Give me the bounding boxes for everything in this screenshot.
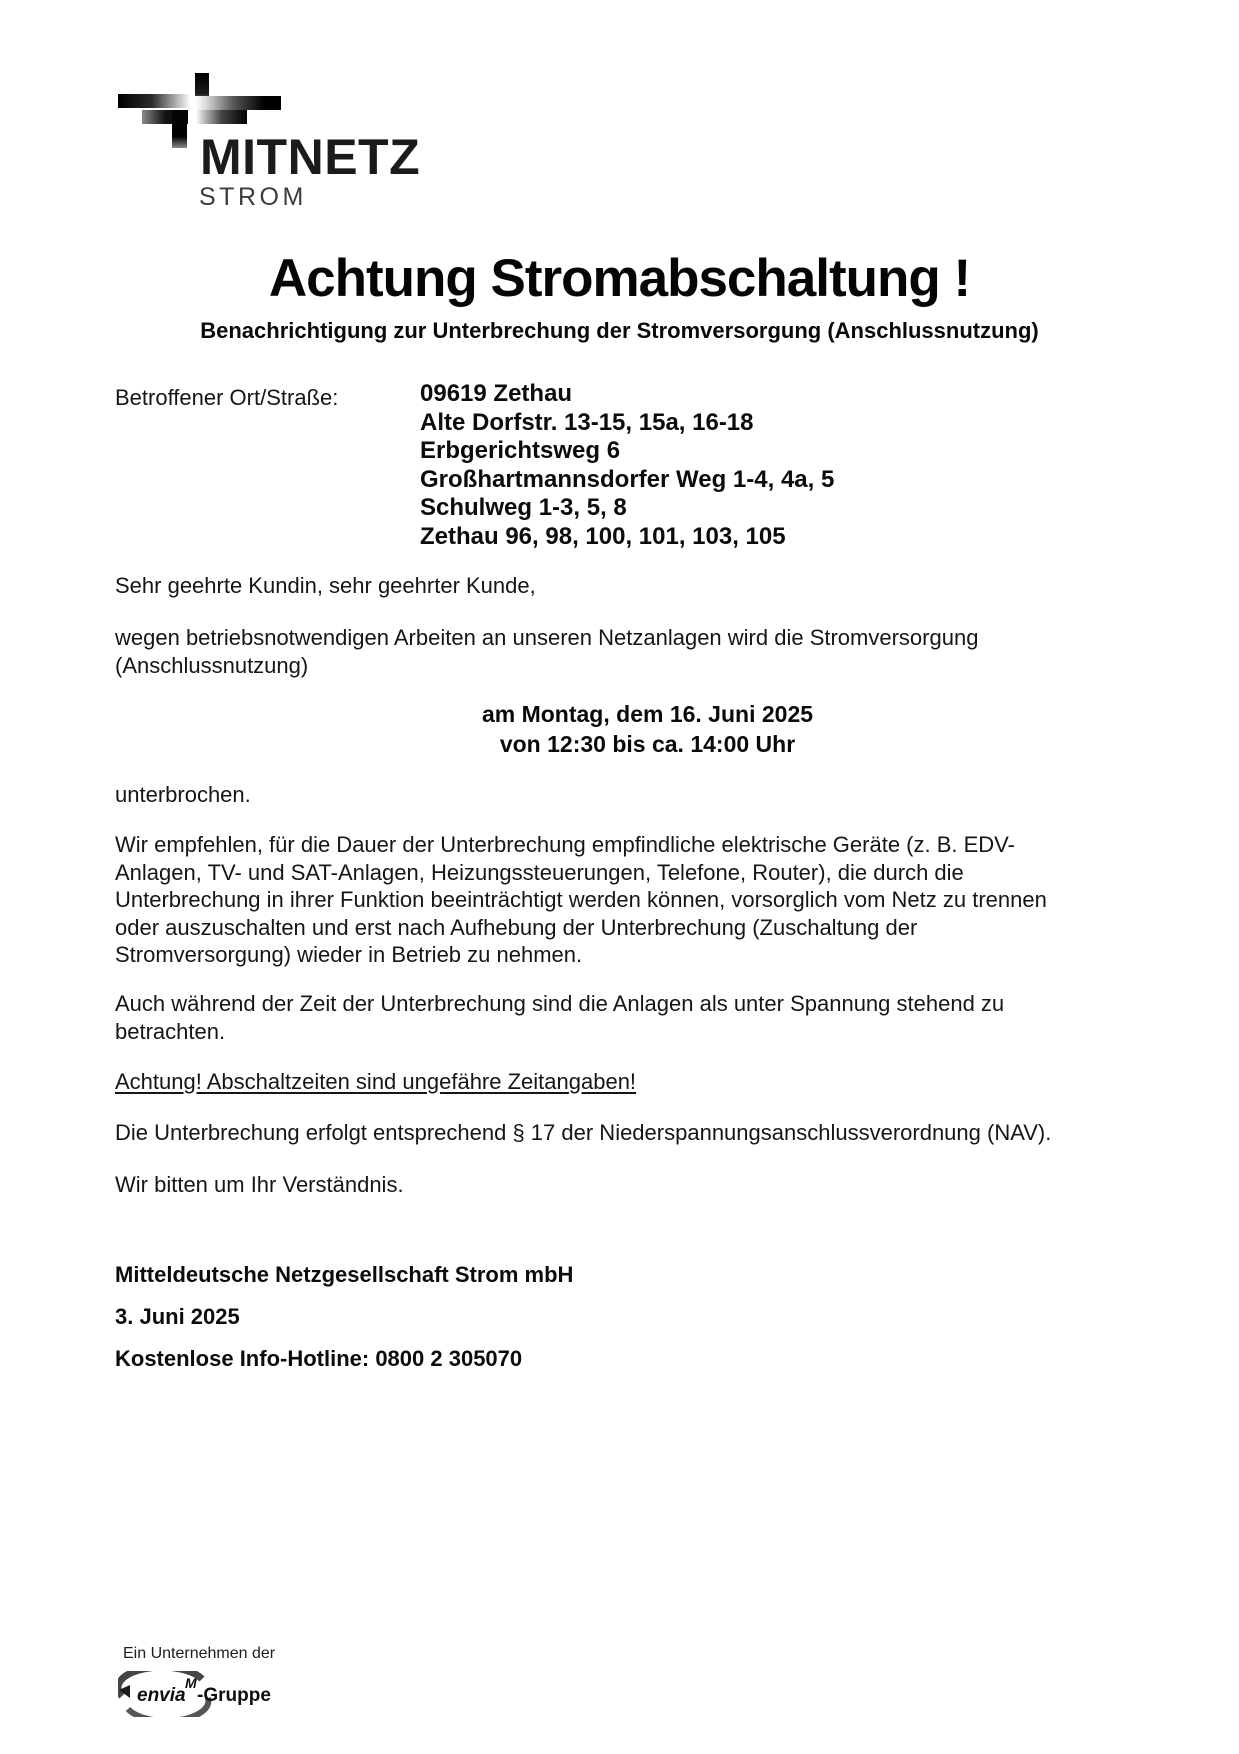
voltage-note-paragraph: Auch während der Zeit der Unterbrechung sind die Anlagen als unter Spannung stehend zu betrachten.: [115, 991, 1005, 1044]
affected-line: Alte Dorfstr. 13-15, 15a, 16-18: [420, 408, 754, 436]
affected-area-label: Betroffener Ort/Straße:: [115, 385, 339, 410]
signature-hotline: Kostenlose Info-Hotline: 0800 2 305070: [115, 1346, 523, 1371]
outage-time: von 12:30 bis ca. 14:00 Uhr: [499, 730, 796, 757]
outage-schedule: [115, 700, 1180, 759]
recommendation-paragraph: Wir empfehlen, für die Dauer der Unterbrechung empfindliche elektrische Geräte (z. B. EDV-Anlagen, TV- und SAT-Anlagen, Heizungssteuerungen, Telefone, Router), die durch die Unterbrechung in ihrer Funktion beeinträchtigt werden können, vorsorglich vom Netz zu trennen oder auszuschalten und erst nach Aufhebung der Unterbrechung (Zuschaltung der Stromversorgung) wieder in Betrieb zu nehmen.: [115, 832, 1047, 967]
brand-name: MITNETZ: [200, 129, 421, 185]
affected-line: Erbgerichtsweg 6: [420, 437, 621, 465]
affected-line: Schulweg 1-3, 5, 8: [420, 494, 627, 522]
legal-line: Die Unterbrechung erfolgt entsprechend § 17 der Niederspannungsanschlussverordnung (NAV).: [115, 1120, 1052, 1145]
page-title: Achtung Stromabschaltung !: [268, 249, 971, 308]
interrupted-line: unterbrochen.: [115, 782, 251, 807]
footer-tagline: Ein Unternehmen der: [123, 1645, 276, 1662]
brand-division: STROM: [199, 183, 307, 211]
signature-company: Mitteldeutsche Netzgesellschaft Strom mbH: [115, 1262, 574, 1287]
affected-line: Großhartmannsdorfer Weg 1-4, 4a, 5: [420, 465, 835, 493]
intro-paragraph: wegen betriebsnotwendigen Arbeiten an unseren Netzanlagen wird die Stromversorgung (Anschlussnutzung): [115, 625, 979, 678]
gruppe-wordmark: -Gruppe: [197, 1685, 271, 1706]
signature-date: 3. Juni 2025: [115, 1304, 240, 1329]
envia-wordmark: envia: [137, 1685, 186, 1706]
signature-block: [115, 1254, 573, 1380]
page-subtitle: Benachrichtigung zur Unterbrechung der Stromversorgung (Anschlussnutzung): [200, 318, 1039, 343]
affected-line: Zethau 96, 98, 100, 101, 103, 105: [420, 522, 786, 550]
affected-line: 09619 Zethau: [420, 380, 573, 407]
affected-area-list: [420, 380, 834, 552]
thanks-line: Wir bitten um Ihr Verständnis.: [115, 1172, 404, 1197]
warning-line: Achtung! Abschaltzeiten sind ungefähre Zeitangaben!: [115, 1069, 637, 1094]
envia-m-mark: M: [185, 1675, 197, 1691]
salutation: Sehr geehrte Kundin, sehr geehrter Kunde,: [115, 573, 536, 598]
envia-m-gruppe-logo-icon: [118, 1671, 278, 1717]
outage-date: am Montag, dem 16. Juni 2025: [481, 701, 814, 727]
